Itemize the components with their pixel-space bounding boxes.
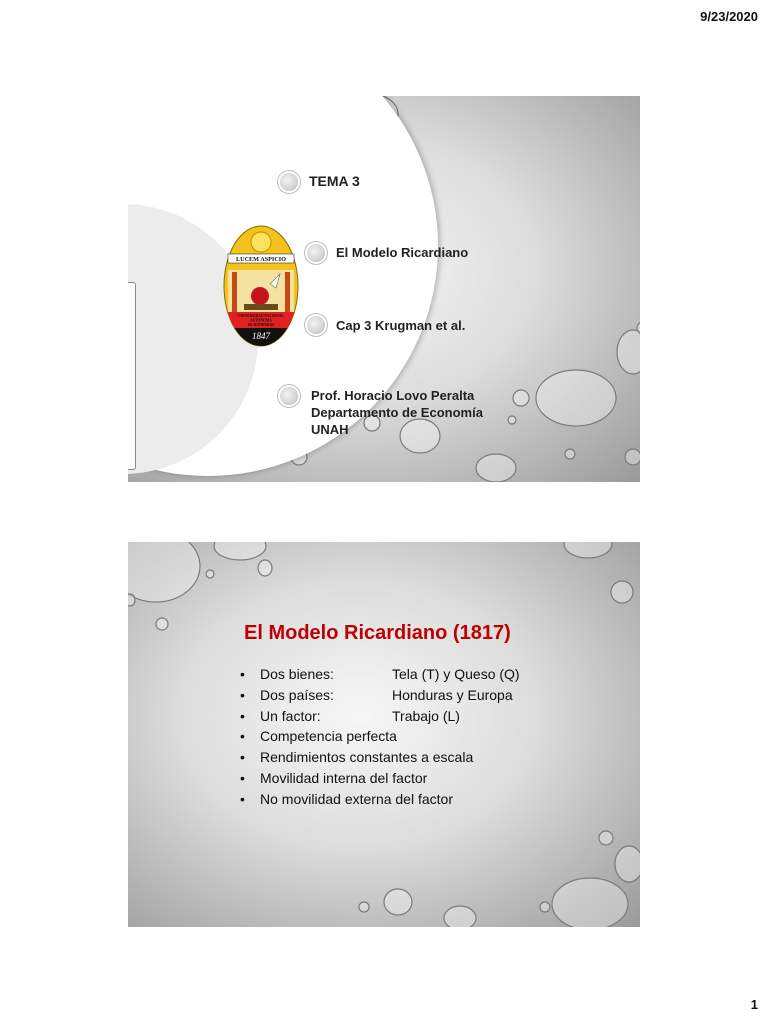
- bullet-label: Dos países:: [260, 686, 334, 703]
- side-bar: [128, 282, 136, 470]
- bullet-circle-icon: [307, 244, 325, 262]
- bullet-circle-icon: [280, 173, 298, 191]
- list-item: [240, 789, 520, 810]
- list-item: [240, 664, 520, 685]
- slide1-item-tema: TEMA 3: [309, 173, 360, 189]
- list-item: [240, 747, 520, 768]
- bullet-value: Tela (T) y Queso (Q): [392, 666, 520, 682]
- slide-title: El Modelo Ricardiano (1817): [244, 622, 511, 644]
- slide1-item-author: [311, 387, 483, 438]
- list-item: [240, 768, 520, 789]
- bullet-label: Un factor:: [260, 707, 321, 724]
- bullet-circle-icon: [307, 316, 325, 334]
- bullet-value: Honduras y Europa: [392, 686, 513, 703]
- bullet-dot-icon: •: [240, 707, 245, 724]
- seal-motto: LUCEM ASPICIO: [235, 256, 287, 263]
- bullet-value: Trabajo (L): [392, 707, 460, 724]
- bullet-label: Dos bienes:: [260, 666, 334, 682]
- bullet-label: Movilidad interna del factor: [260, 769, 428, 786]
- bullet-label: No movilidad externa del factor: [260, 790, 453, 807]
- slide-2: [128, 542, 640, 927]
- author-department: Departamento de Economía: [311, 405, 483, 420]
- list-item: [240, 726, 520, 747]
- bullet-dot-icon: •: [240, 686, 245, 703]
- slide-1: [128, 96, 640, 482]
- list-item: [240, 706, 520, 727]
- bullet-circle-icon: [280, 387, 298, 405]
- author-name: Prof. Horacio Lovo Peralta: [311, 388, 475, 403]
- bullet-dot-icon: •: [240, 728, 245, 745]
- seal-ribbon-line-3: DE HONDURAS: [247, 323, 275, 327]
- bullet-label: Competencia perfecta: [260, 728, 397, 745]
- author-institution: UNAH: [311, 422, 349, 437]
- seal-ribbon-line-2: AUTONOMA: [250, 318, 272, 323]
- bullet-dot-icon: •: [240, 666, 245, 682]
- list-item: [240, 685, 520, 706]
- page-number: 1: [750, 997, 758, 1012]
- bullet-dot-icon: •: [240, 749, 245, 766]
- seal-year: 1847: [252, 331, 270, 341]
- bullet-label: Rendimientos constantes a escala: [260, 749, 474, 766]
- bullet-dot-icon: •: [240, 769, 245, 786]
- seal-ribbon-line-1: UNIVERSIDAD NACIONAL: [238, 314, 284, 318]
- bullet-list: [240, 664, 520, 810]
- slide1-item-topic: El Modelo Ricardiano: [336, 245, 469, 260]
- university-seal: [222, 224, 300, 348]
- print-date: 9/23/2020: [700, 9, 758, 24]
- bullet-dot-icon: •: [240, 790, 245, 807]
- slide1-item-reference: Cap 3 Krugman et al.: [336, 318, 466, 333]
